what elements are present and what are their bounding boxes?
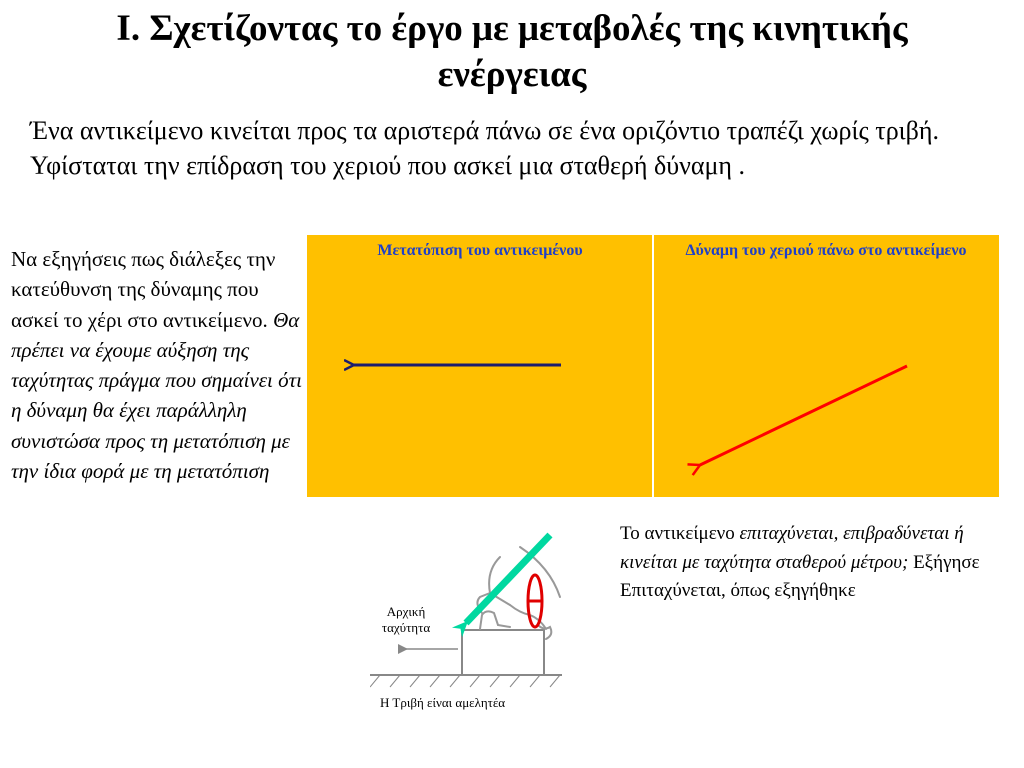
displacement-header: Μετατόπιση του αντικειμένου: [377, 242, 583, 259]
right-question: [620, 520, 1010, 606]
right-text-part1: Το αντικείμενο: [620, 523, 740, 544]
intro-paragraph: Ένα αντικείμενο κινείται προς τα αριστερά πάνω σε ένα οριζόντιο τραπέζι χωρίς τριβή. Υφίσταται την επίδραση του χεριού που ασκεί μια σταθερή δύναμη .: [30, 116, 939, 180]
slide-title: Ι. Σχετίζοντας το έργο με μεταβολές της κινητικής ενέργειας: [116, 8, 908, 95]
initial-velocity-label: Αρχική ταχύτητα: [381, 604, 431, 635]
question-text: Να εξηγήσεις πως διάλεξες την κατεύθυνση της δύναμης που ασκεί το χέρι στο αντικείμενο.: [11, 247, 276, 332]
friction-label: Η Τριβή είναι αμελητέα: [380, 695, 506, 710]
right-text-question: επιταχύνεται, επιβραδύνεται ή κινείται με ταχύτητα σταθερού μέτρου;: [620, 523, 964, 573]
right-text-explain: Εξήγησε: [908, 551, 980, 573]
theta-angle-marker: [528, 575, 542, 627]
force-header: Δύναμη του χεριού πάνω στο αντικείμενο: [685, 242, 967, 259]
table-surface: [370, 675, 562, 687]
force-arrow: [700, 366, 907, 465]
block: [462, 630, 544, 675]
answer-text: Θα πρέπει να έχουμε αύξηση της ταχύτητας πράγμα που σημαίνει ότι η δύναμη θα έχει παράλληλη συνιστώσα προς τη μετατόπιση με την ίδια φορά με τη μετατόπιση: [11, 307, 302, 484]
right-text-answer: Επιταχύνεται, όπως εξηγήθηκε: [620, 580, 856, 601]
